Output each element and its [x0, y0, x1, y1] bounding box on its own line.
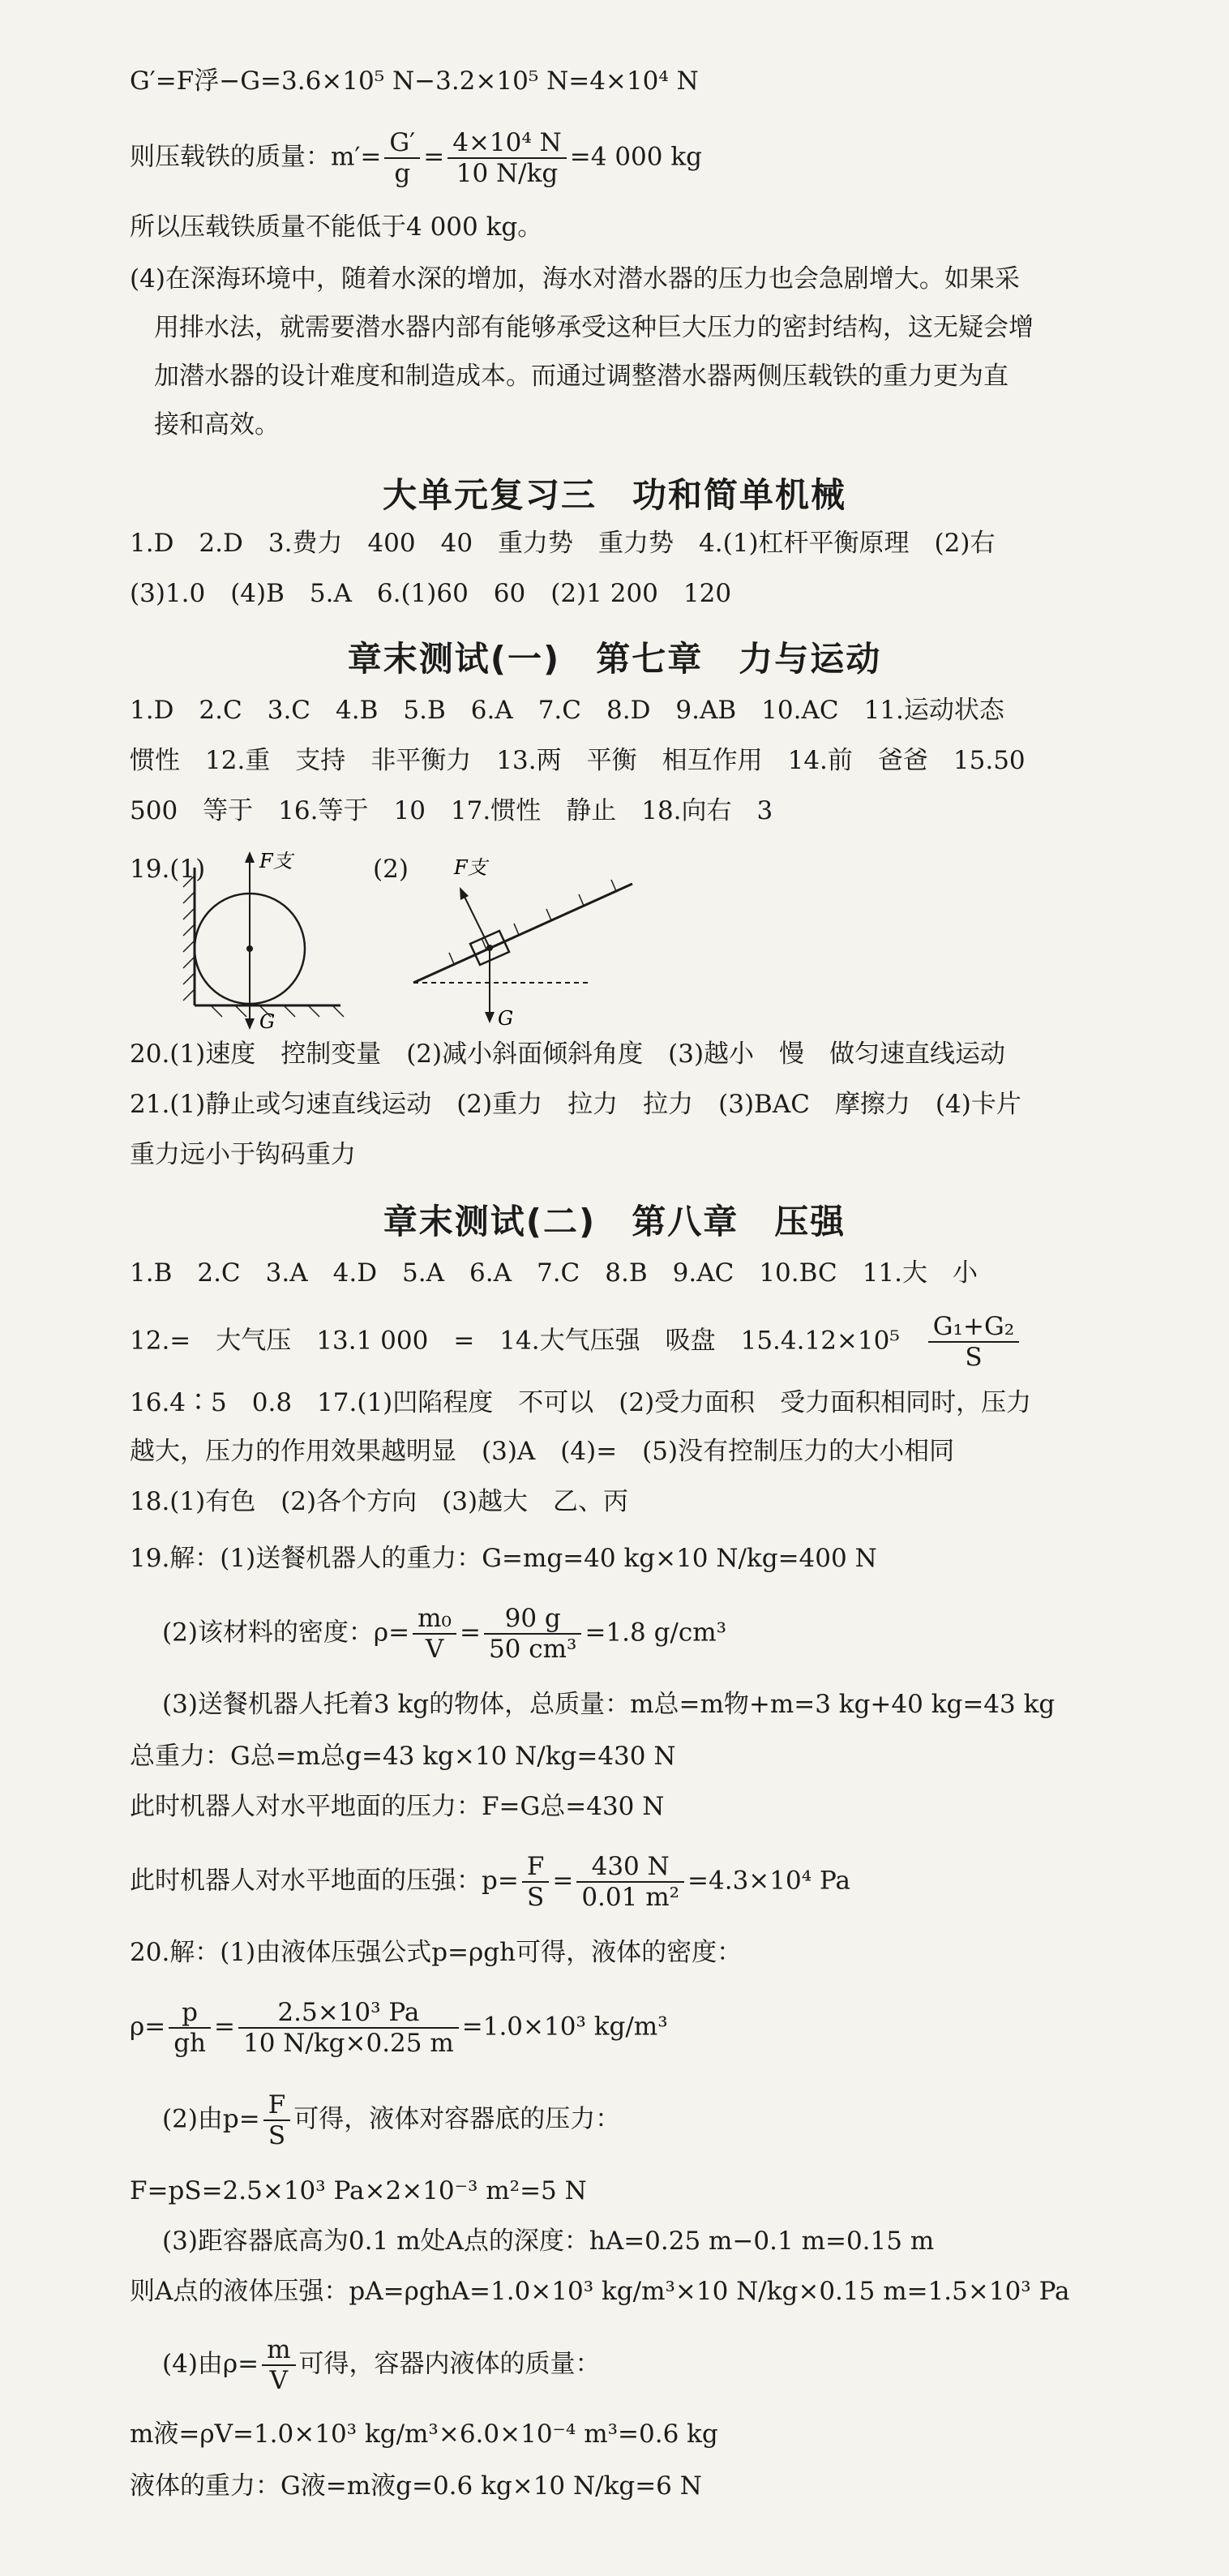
test2-line-4: 越大，压力的作用效果越明显 (3)A (4)= (5)没有控制压力的大小相同	[130, 1437, 955, 1466]
q20-solution-4: F=pS=2.5×10³ Pa×2×10⁻³ m²=5 N	[130, 2176, 587, 2205]
q20-solution-9: 液体的重力：G液=m液g=0.6 kg×10 N/kg=6 N	[130, 2471, 702, 2501]
test1-line-20: 20.(1)速度 控制变量 (2)减小斜面倾斜角度 (3)越小 慢 做匀速直线运动	[130, 1039, 1006, 1069]
label-g: G	[498, 1007, 514, 1030]
q19-label-2: (2)	[373, 855, 409, 884]
label-g: G	[259, 1010, 276, 1030]
top-line-2: 则压载铁的质量：m′= $\frac{G'}{g}$ = $\frac{\text{4×10⁴ N}}{10 N/kg}$ =4 000 kg	[130, 128, 702, 188]
test1-line-2: 惯性 12.重 支持 非平衡力 13.两 平衡 相互作用 14.前 爸爸 15.50	[130, 746, 1026, 775]
fraction: $\frac{F}{S}$	[263, 2090, 291, 2150]
q20-solution-3: (2)由p= $\frac{F}{S}$ 可得，液体对容器底的压力：	[162, 2090, 621, 2150]
q20-solution-2: ρ= $\frac{p}{gh}$ = $\frac{\text{2.5×10³ Pa}}{10 N/kg\times 0.25 m}$ =1.0×10³ kg/m³	[130, 1998, 668, 2058]
test1-line-21a: 21.(1)静止或匀速直线运动 (2)重力 拉力 拉力 (3)BAC 摩擦力 (4)卡片	[130, 1090, 1021, 1119]
q20-solution-8: m液=ρV=1.0×10³ kg/m³×6.0×10⁻⁴ m³=0.6 kg	[130, 2420, 718, 2449]
test2-line-5: 18.(1)有色 (2)各个方向 (3)越大 乙、丙	[130, 1487, 629, 1516]
force-diagram-incline	[405, 843, 649, 1030]
fraction: $\frac{\text{G₁+G₂}}{S}$	[928, 1312, 1019, 1372]
top-line-3: 所以压载铁质量不能低于4 000 kg。	[130, 212, 543, 242]
fraction: $\frac{F}{S}$	[522, 1852, 550, 1912]
top-line-1: G′=F浮−G=3.6×10⁵ N−3.2×10⁵ N=4×10⁴ N	[130, 66, 699, 96]
q20-solution-6: 则A点的液体压强：pA=ρghA=1.0×10³ kg/m³×10 N/kg×0.15 m=1.5×10³ Pa	[130, 2277, 1070, 2306]
q19-solution-3: (3)送餐机器人托着3 kg的物体，总质量：m总=m物+m=3 kg+40 kg=43 kg	[162, 1690, 1056, 1719]
test1-line-1: 1.D 2.C 3.C 4.B 5.B 6.A 7.C 8.D 9.AB 10.AC 11.运动状态	[130, 696, 1004, 725]
q19-solution-1: 19.解：(1)送餐机器人的重力：G=mg=40 kg×10 N/kg=400 N	[130, 1544, 877, 1573]
q19-solution-4: 总重力：G总=m总g=43 kg×10 N/kg=430 N	[130, 1742, 676, 1771]
q20-solution-1: 20.解：(1)由液体压强公式p=ρgh可得，液体的密度：	[130, 1938, 743, 1967]
test2-line-1: 1.B 2.C 3.A 4.D 5.A 6.A 7.C 8.B 9.AC 10.BC 11.大 小	[130, 1258, 978, 1288]
fraction: $\frac{430 N}{\text{0.01 m²}}$	[576, 1852, 684, 1912]
q19-solution-5: 此时机器人对水平地面的压力：F=G总=430 N	[130, 1792, 665, 1821]
para4-line-3: 加潜水器的设计难度和制造成本。而通过调整潜水器两侧压载铁的重力更为直	[154, 362, 1008, 391]
fraction: $\frac{\text{4×10⁴ N}}{10 N/kg}$	[447, 128, 567, 188]
test1-line-3: 500 等于 16.等于 10 17.惯性 静止 18.向右 3	[130, 796, 773, 825]
q20-solution-5: (3)距容器底高为0.1 m处A点的深度：hA=0.25 m−0.1 m=0.15 m	[162, 2227, 935, 2256]
label-f-support: F支	[259, 850, 293, 872]
fraction: $\frac{G'}{g}$	[384, 128, 420, 188]
test2-line-3: 16.4∶5 0.8 17.(1)凹陷程度 不可以 (2)受力面积 受力面积相同时，压力	[130, 1388, 1032, 1417]
section-heading-unit3: 大单元复习三 功和简单机械	[382, 475, 846, 515]
q19-label: 19.(1)	[130, 855, 206, 884]
fraction: $\frac{\text{2.5×10³ Pa}}{10 N/kg\times 0.25 m}$	[238, 1998, 459, 2058]
label-f-support: F支	[454, 856, 487, 879]
section-heading-test2: 章末测试(二) 第八章 压强	[383, 1202, 846, 1241]
q20-solution-7: (4)由ρ= $\frac{m}{V}$ 可得，容器内液体的质量：	[162, 2335, 601, 2395]
para4-line-1: (4)在深海环境中，随着水深的增加，海水对潜水器的压力也会急剧增大。如果采	[130, 264, 1020, 294]
fraction: $\frac{\text{m₀}}{V}$	[413, 1604, 456, 1664]
unit3-line-1: 1.D 2.D 3.费力 400 40 重力势 重力势 4.(1)杠杆平衡原理 (2)右	[130, 529, 996, 558]
fraction: $\frac{m}{V}$	[262, 2335, 295, 2395]
para4-line-4: 接和高效。	[154, 410, 280, 439]
para4-line-2: 用排水法，就需要潜水器内部有能够承受这种巨大压力的密封结构，这无疑会增	[154, 313, 1034, 342]
force-diagram-ball	[178, 843, 357, 1030]
unit3-line-2: (3)1.0 (4)B 5.A 6.(1)60 60 (2)1 200 120	[130, 579, 732, 608]
fraction: $\frac{90 g}{\text{50 cm³}}$	[484, 1604, 582, 1664]
test2-line-2: 12.= 大气压 13.1 000 = 14.大气压强 吸盘 15.4.12×10⁵ $\frac{\text{G₁+G₂}}{S}$	[130, 1312, 1022, 1372]
fraction: $\frac{p}{gh}$	[169, 1998, 211, 2058]
test1-line-21b: 重力远小于钩码重力	[130, 1140, 356, 1169]
section-heading-test1: 章末测试(一) 第七章 力与运动	[347, 639, 882, 679]
q19-solution-2: (2)该材料的密度：ρ= $\frac{\text{m₀}}{V}$ = $\frac{90 g}{\text{50 cm³}}$ =1.8 g/cm³	[162, 1604, 727, 1664]
q19-solution-6: 此时机器人对水平地面的压强：p= $\frac{F}{S}$ = $\frac{430 N}{\text{0.01 m²}}$ =4.3×10⁴ Pa	[130, 1852, 850, 1912]
